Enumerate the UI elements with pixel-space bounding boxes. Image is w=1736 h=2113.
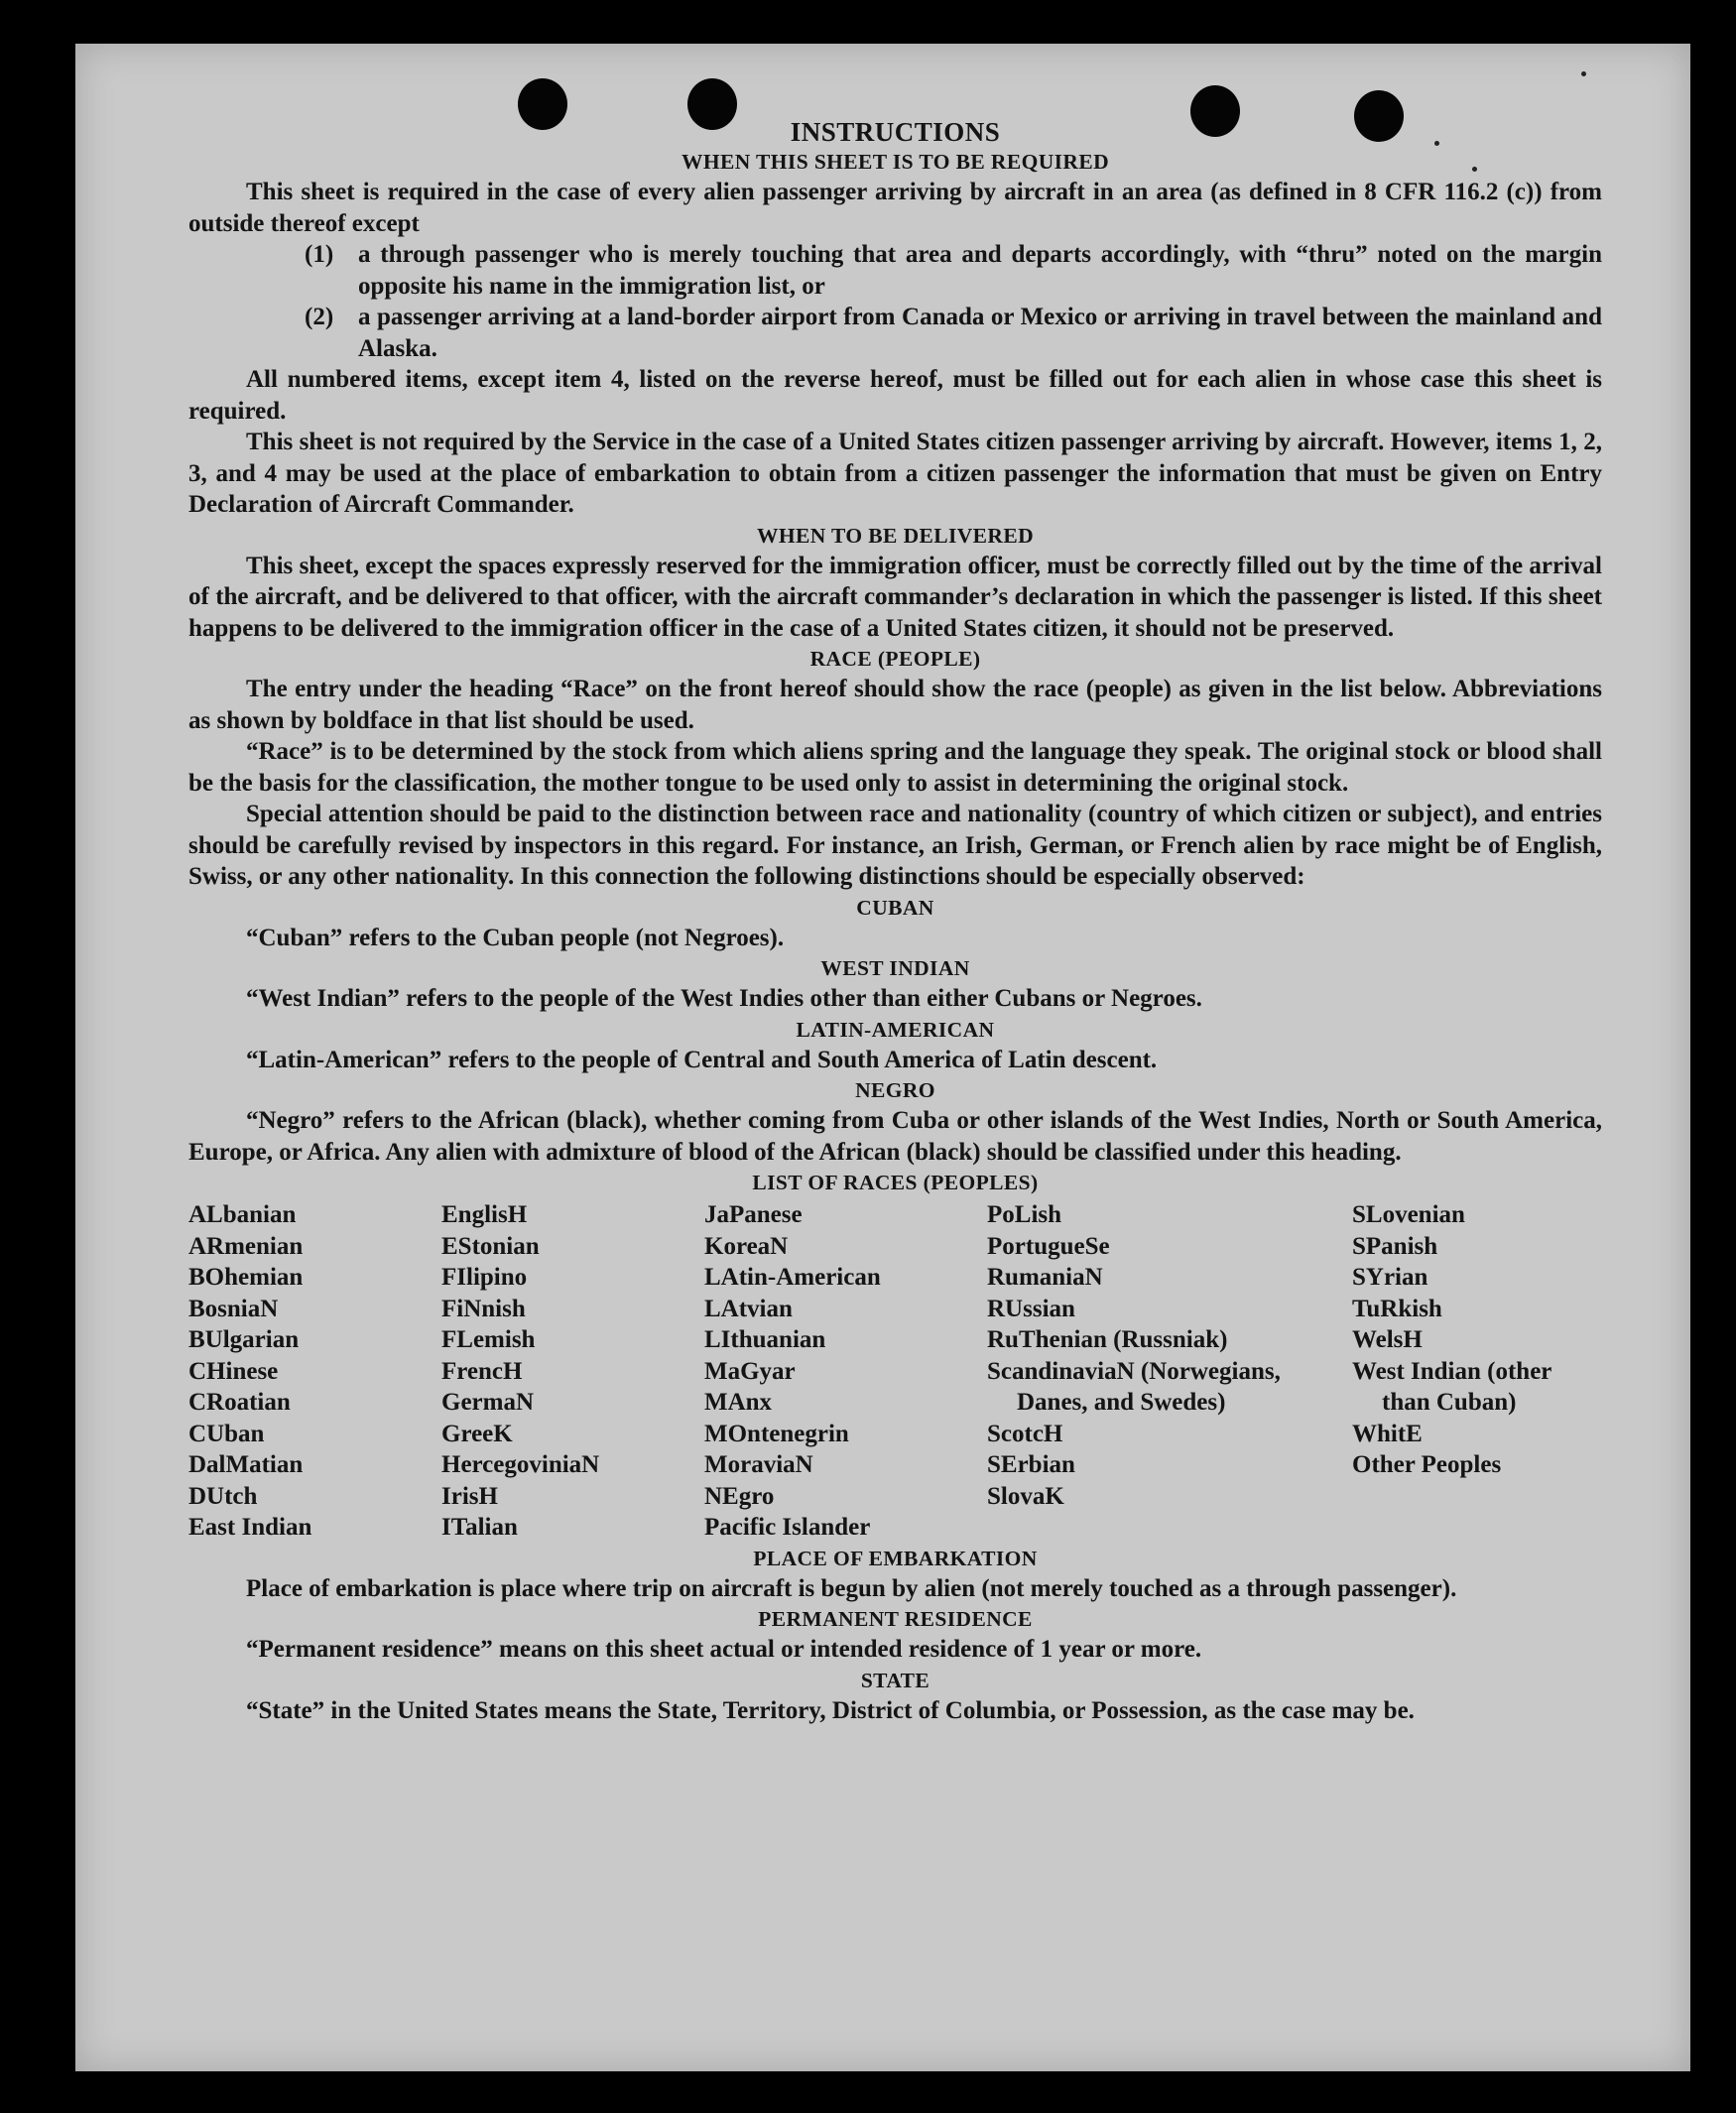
instructions-content [188,117,1602,1726]
paragraph: The entry under the heading “Race” on the front hereof should show the race (people) as given in the list below. Abbreviations as shown by boldface in that list should be used. [188,676,1602,734]
paragraph: “Race” is to be determined by the stock from which aliens spring and the language they speak. The original stock or blood shall be the basis for the classification, the mother tongue to be used only to assist in determining the original stock. [188,738,1602,797]
race-entry: MaGyar [704,1357,796,1385]
section-heading: LIST OF RACES (PEOPLES) [752,1171,1039,1194]
race-entry: SErbian [987,1451,1075,1478]
races-column [188,1199,441,1544]
paragraph: “State” in the United States means the State, Territory, District of Columbia, or Possession, as the case may be. [246,1696,1415,1724]
race-entry: CRoatian [188,1389,291,1416]
race-entry: EnglisH [441,1201,528,1228]
paper-speck [1581,71,1586,76]
race-entry: GreeK [441,1420,513,1447]
race-entry: ALbanian [188,1201,297,1228]
race-entry: MOntenegrin [704,1420,849,1447]
race-entry: LIthuanian [704,1326,826,1353]
race-entry: EStonian [441,1232,540,1260]
race-entry: DalMatian [188,1451,304,1478]
race-entry: FIlipino [441,1264,528,1291]
races-list [188,1199,1602,1544]
race-entry: TuRkish [1352,1295,1442,1322]
paragraph: This sheet is not required by the Service in the case of a United States citizen passenger arriving by aircraft. However, items 1, 2, 3, and 4 may be used at the place of embarkation to obtain from a citizen passenger the information that must be given on Entry Declaration of Aircraft Commander. [188,429,1602,518]
paragraph: Place of embarkation is place where trip on aircraft is begun by alien (not merely touched as a through passenger). [246,1574,1457,1602]
race-entry: SYrian [1352,1264,1428,1291]
race-entry: BUlgarian [188,1326,300,1353]
section-heading: LATIN-AMERICAN [796,1017,995,1042]
race-entry: HercegoviniaN [441,1451,600,1478]
race-entry: MAnx [704,1389,773,1416]
paragraph: This sheet is required in the case of every alien passenger arriving by aircraft in an area (as defined in 8 CFR 116.2 (c)) from outside thereof except [188,179,1602,237]
paragraph: “Permanent residence” means on this sheet actual or intended residence of 1 year or more. [246,1636,1202,1663]
race-entry: RumaniaN [987,1264,1103,1291]
race-entry: Other Peoples [1352,1451,1502,1478]
races-column [1352,1199,1602,1544]
paragraph: All numbered items, except item 4, listed on the reverse hereof, must be filled out for each alien in whose case this sheet is required. [188,366,1602,425]
item-text: a through passenger who is merely touching that area and departs accordingly, with “thru” noted on the margin opposite his name in the immigration list, or [358,241,1602,300]
race-entry: FiNnish [441,1295,526,1322]
exception-item [188,302,1602,364]
race-entry: PoLish [987,1201,1062,1228]
race-entry: RUssian [987,1295,1075,1322]
race-entry: ARmenian [188,1232,304,1260]
paragraph: “Latin-American” refers to the people of Central and South America of Latin descent. [246,1046,1158,1073]
exception-item [188,239,1602,302]
page-title: INSTRUCTIONS [790,117,1001,147]
race-entry: CHinese [188,1357,279,1385]
section-heading: WHEN TO BE DELIVERED [756,523,1035,548]
races-column [441,1199,704,1544]
race-entry: CUban [188,1420,265,1447]
race-entry: SPanish [1352,1232,1438,1260]
race-entry: ScotcH [987,1420,1063,1447]
race-entry: ScandinaviaN (Norwegians, Danes, and Swedes) [987,1357,1281,1416]
race-entry: FLemish [441,1326,536,1353]
race-entry: RuThenian (Russniak) [987,1326,1228,1353]
race-entry: DUtch [188,1482,258,1510]
race-entry: KoreaN [704,1232,789,1260]
race-entry: BosniaN [188,1295,279,1322]
item-text: a passenger arriving at a land-border airport from Canada or Mexico or arriving in travel between the mainland and Alaska. [358,304,1602,362]
paragraph: Special attention should be paid to the distinction between race and nationality (country of which citizen or subject), and entries should be carefully revised by inspectors in this regard. For instance, an Irish, German, or French alien by race might be of English, Swiss, or any other nationality. In this connection the following distinctions should be especially observed: [188,801,1602,890]
race-entry: SLovenian [1352,1201,1465,1228]
race-entry: PortugueSe [987,1232,1110,1260]
race-entry: Pacific Islander [704,1514,871,1541]
races-column [704,1199,987,1544]
race-entry: GermaN [441,1389,535,1416]
race-entry: LAtvian [704,1295,793,1322]
race-entry: East Indian [188,1514,312,1541]
races-column [987,1199,1352,1544]
race-entry: FrencH [441,1357,523,1385]
race-entry: IrisH [441,1482,498,1510]
item-number: (1) [305,241,334,268]
section-heading: WEST INDIAN [820,956,970,980]
paragraph: “Negro” refers to the African (black), whether coming from Cuba or other islands of the West Indies, North or South America, Europe, or Africa. Any alien with admixture of blood of the African (black) should be classified under this heading. [188,1107,1602,1166]
section-heading: STATE [860,1668,930,1692]
race-entry: West Indian (other than Cuban) [1352,1357,1551,1416]
section-heading: RACE (PEOPLE) [809,647,981,671]
section-heading: NEGRO [855,1078,935,1102]
race-entry: BOhemian [188,1264,304,1291]
race-entry: LAtin-American [704,1264,881,1291]
race-entry: ITalian [441,1514,518,1541]
race-entry: NEgro [704,1482,775,1510]
section-heading: PLACE OF EMBARKATION [753,1546,1038,1570]
item-number: (2) [305,304,334,330]
paragraph: This sheet, except the spaces expressly reserved for the immigration officer, must be correctly filled out by the time of the arrival of the aircraft, and be delivered to that officer, with the aircraft commander’s declaration in which the passenger is listed. If this sheet happens to be delivered to the immigration officer in the case of a United States citizen, it should not be preserved. [188,552,1602,642]
race-entry: JaPanese [704,1201,803,1228]
race-entry: WelsH [1352,1326,1423,1353]
paragraph: “West Indian” refers to the people of the West Indies other than either Cubans or Negroes. [246,985,1202,1012]
race-entry: MoraviaN [704,1451,813,1478]
section-heading: CUBAN [856,895,934,920]
paragraph: “Cuban” refers to the Cuban people (not Negroes). [246,924,785,951]
section-heading: PERMANENT RESIDENCE [758,1607,1033,1631]
race-entry: SlovaK [987,1482,1064,1510]
section-heading: WHEN THIS SHEET IS TO BE REQUIRED [681,150,1110,174]
race-entry: WhitE [1352,1420,1423,1447]
